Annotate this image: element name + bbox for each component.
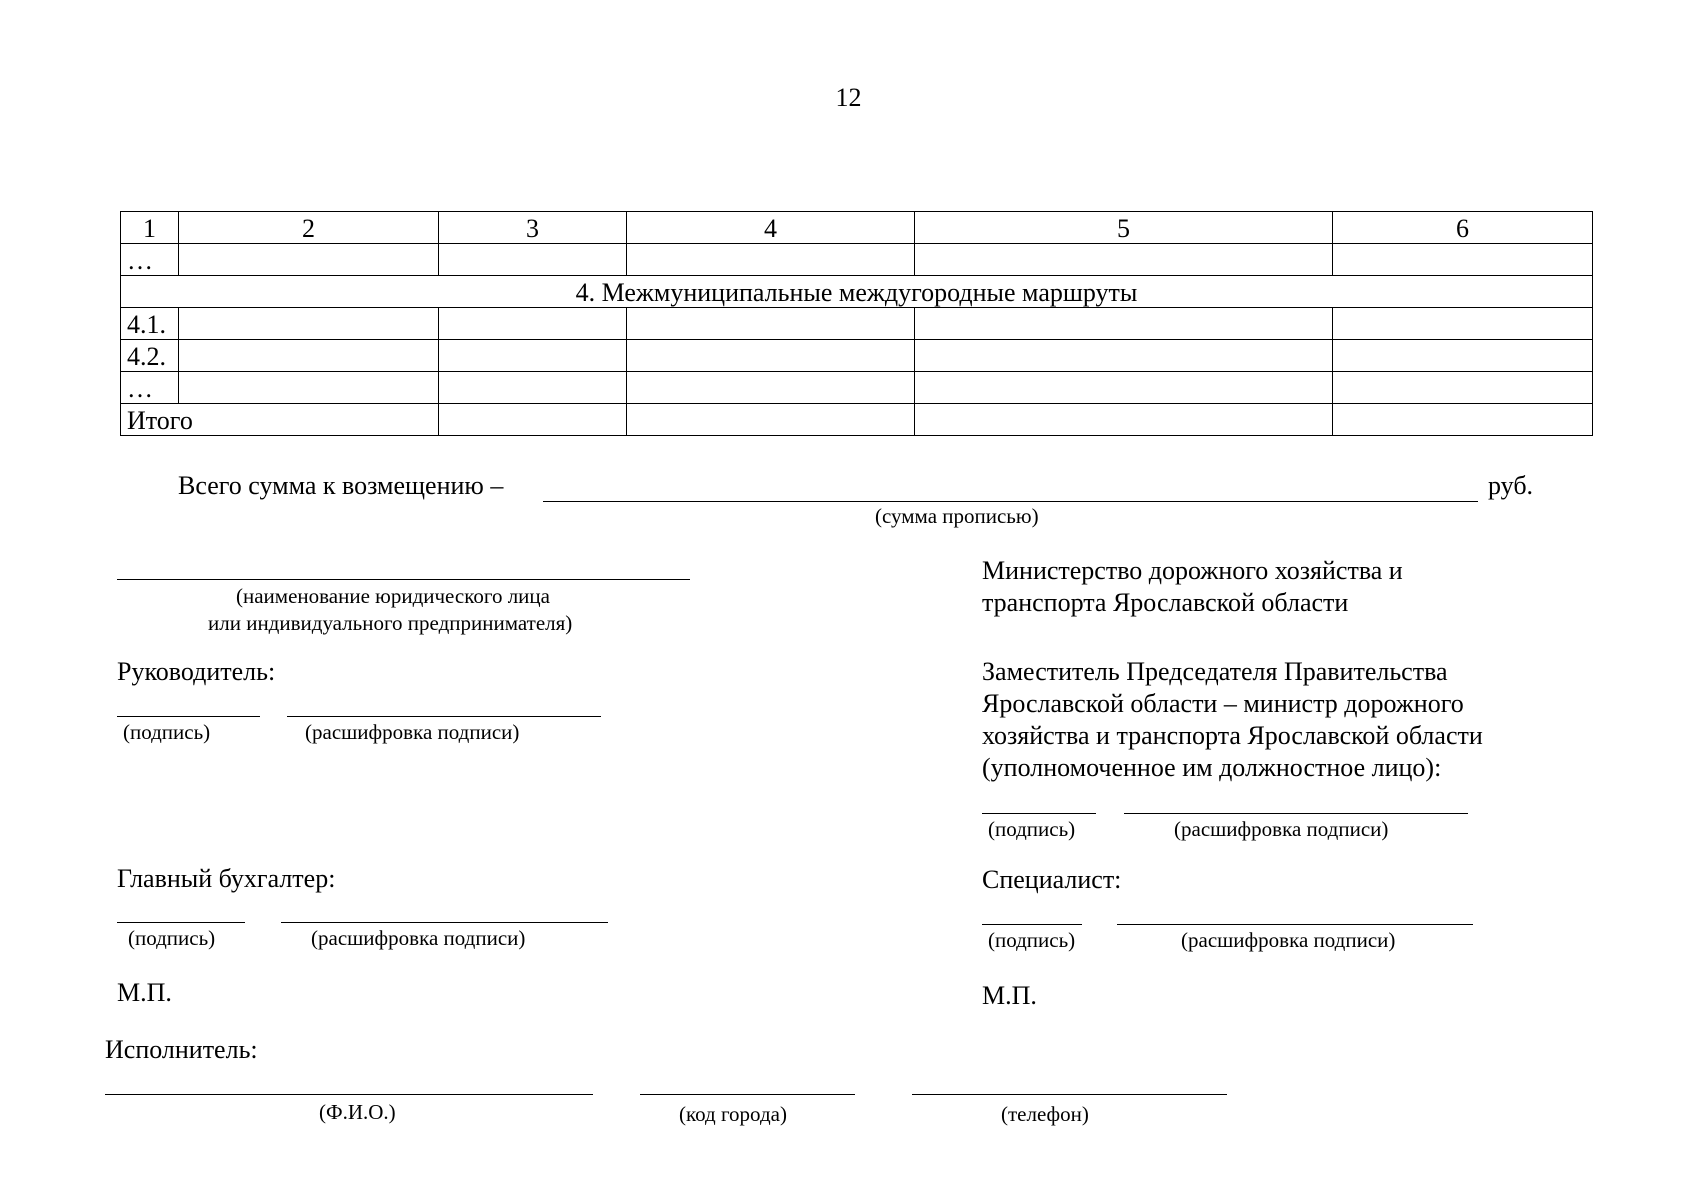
- accountant-decode-caption: (расшифровка подписи): [311, 926, 526, 950]
- director-signature-field[interactable]: [117, 716, 260, 717]
- table-header-row: [121, 212, 1593, 244]
- table-cell: [1333, 308, 1593, 340]
- city-code-field[interactable]: [640, 1094, 855, 1095]
- row-number-cell: …: [121, 244, 179, 276]
- director-decode-caption: (расшифровка подписи): [305, 720, 520, 744]
- deputy-line3: хозяйства и транспорта Ярославской области: [982, 721, 1483, 750]
- table-cell: [915, 404, 1333, 436]
- header-cell-3: 3: [439, 212, 627, 244]
- table-cell: [1333, 404, 1593, 436]
- section-title: 4. Межмуниципальные междугородные маршруты: [121, 276, 1593, 308]
- deputy-line2: Ярославской области – министр дорожного: [982, 689, 1464, 718]
- table-cell: [627, 404, 915, 436]
- accountant-signature-field[interactable]: [117, 922, 245, 923]
- table-cell: [627, 340, 915, 372]
- row-number-cell: 4.1.: [121, 308, 179, 340]
- entity-caption-line1: (наименование юридического лица: [236, 584, 550, 608]
- table-cell: [439, 372, 627, 404]
- table-cell: [1333, 372, 1593, 404]
- director-decode-field[interactable]: [287, 716, 601, 717]
- specialist-decode-caption: (расшифровка подписи): [1181, 928, 1396, 952]
- table-row: [121, 308, 1593, 340]
- deputy-line1: Заместитель Председателя Правительства: [982, 657, 1448, 686]
- phone-field[interactable]: [912, 1094, 1227, 1095]
- table-row: [121, 372, 1593, 404]
- specialist-sign-caption: (подпись): [988, 928, 1076, 952]
- table-cell: [439, 340, 627, 372]
- table-cell: [1333, 340, 1593, 372]
- table-cell: [179, 308, 439, 340]
- ministry-line1: Министерство дорожного хозяйства и: [982, 556, 1403, 585]
- page-number: 12: [835, 83, 862, 112]
- total-row: [121, 404, 1593, 436]
- executor-label: Исполнитель:: [105, 1035, 258, 1064]
- currency-label: руб.: [1488, 471, 1534, 500]
- table-cell: [439, 244, 627, 276]
- table-cell: [627, 244, 915, 276]
- deputy-decode-field[interactable]: [1124, 813, 1468, 814]
- entity-caption-line2: или индивидуального предпринимателя): [208, 611, 573, 635]
- deputy-sign-caption: (подпись): [988, 817, 1076, 841]
- total-amount-label: Всего сумма к возмещению –: [178, 471, 504, 500]
- accountant-decode-field[interactable]: [281, 922, 608, 923]
- accountant-label: Главный бухгалтер:: [117, 864, 336, 893]
- header-cell-6: 6: [1333, 212, 1593, 244]
- specialist-signature-field[interactable]: [982, 924, 1082, 925]
- deputy-signature-field[interactable]: [982, 813, 1096, 814]
- right-stamp-label: М.П.: [982, 981, 1037, 1010]
- deputy-line4: (уполномоченное им должностное лицо):: [982, 753, 1442, 782]
- table-cell: [627, 308, 915, 340]
- director-label: Руководитель:: [117, 657, 276, 686]
- header-cell-4: 4: [627, 212, 915, 244]
- city-code-caption: (код города): [679, 1102, 787, 1126]
- section-row: [121, 276, 1593, 308]
- table-cell: [179, 244, 439, 276]
- table-cell: [439, 404, 627, 436]
- table-cell: [915, 244, 1333, 276]
- table-cell: [915, 308, 1333, 340]
- total-amount-field[interactable]: [543, 501, 1478, 502]
- table-cell: [915, 372, 1333, 404]
- table-cell: [627, 372, 915, 404]
- entity-name-field[interactable]: [117, 579, 690, 580]
- director-sign-caption: (подпись): [123, 720, 211, 744]
- total-label-cell: Итого: [121, 404, 439, 436]
- amount-in-words-caption: (сумма прописью): [875, 504, 1039, 528]
- row-number-cell: …: [121, 372, 179, 404]
- table-cell: [915, 340, 1333, 372]
- table-cell: [1333, 244, 1593, 276]
- reimbursement-table: [120, 211, 1593, 436]
- specialist-label: Специалист:: [982, 865, 1122, 894]
- header-cell-2: 2: [179, 212, 439, 244]
- table-row: [121, 340, 1593, 372]
- ministry-line2: транспорта Ярославской области: [982, 588, 1349, 617]
- table-cell: [439, 308, 627, 340]
- table-row: [121, 244, 1593, 276]
- table-cell: [179, 340, 439, 372]
- header-cell-1: 1: [121, 212, 179, 244]
- executor-name-field[interactable]: [105, 1094, 593, 1095]
- accountant-sign-caption: (подпись): [128, 926, 216, 950]
- specialist-decode-field[interactable]: [1117, 924, 1473, 925]
- header-cell-5: 5: [915, 212, 1333, 244]
- row-number-cell: 4.2.: [121, 340, 179, 372]
- executor-name-caption: (Ф.И.О.): [319, 1100, 396, 1124]
- table-cell: [179, 372, 439, 404]
- deputy-decode-caption: (расшифровка подписи): [1174, 817, 1389, 841]
- phone-caption: (телефон): [1001, 1102, 1089, 1126]
- left-stamp-label: М.П.: [117, 978, 172, 1007]
